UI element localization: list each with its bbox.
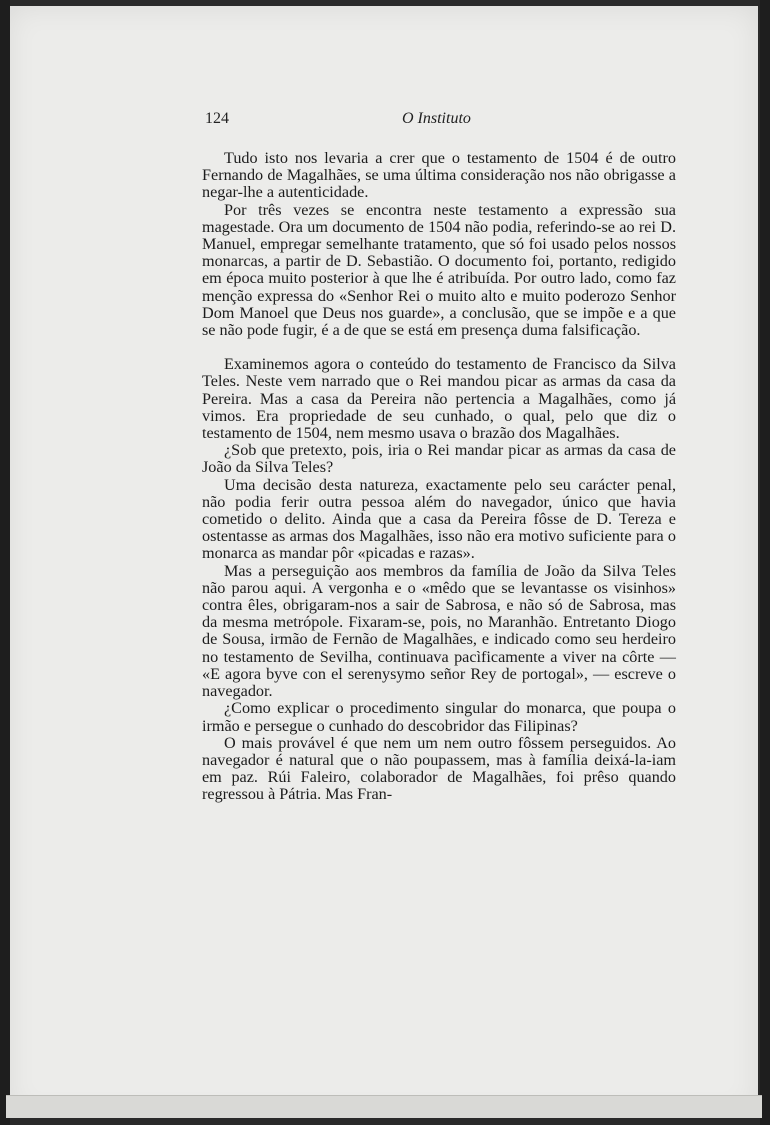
paragraph: Por três vezes se encontra neste testamento a expressão sua magestade. Ora um documento de 1504 não podia, referindo-se ao rei D. Manuel, empregar semelhante tratamento, que só foi usado pelos nossos monarcas, a partir de D. Sebastião. O documento foi, portanto, redigido em época muito posterior à que lhe é atribuída. Por outro lado, como faz menção expressa do «Senhor Rei o muito alto e muito poderozo Senhor Dom Manoel que Deus nos guarde», a conclusão, que se impõe e a que se não pode fugir, é a de que se está em presença duma falsificação. [202, 200, 676, 340]
paragraph: ¿Sob que pretexto, pois, iria o Rei mandar picar as armas da casa de João da Silva Teles? [202, 441, 676, 477]
running-title: O Instituto [402, 110, 471, 127]
page-header [205, 110, 675, 134]
paragraph: Mas a perseguição aos membros da família de João da Silva Teles não parou aqui. A vergonha e o «mêdo que se levantasse os visinhos» contra êles, obrigaram-nos a sair de Sabrosa, e não só de Sabrosa, mas da mesma metrópole. Fixaram-se, pois, no Maranhão. Entretanto Diogo de Sousa, irmão de Fernão de Magalhães, e indicado como seu herdeiro no testamento de Sevilha, continuava pacìficamente a viver na côrte — «E agora byve con el serenysymo señor Rey de portogal», — escreve o navegador. [202, 561, 676, 701]
scan-border-right [760, 0, 770, 1125]
paragraph: O mais provável é que nem um nem outro fôssem perseguidos. Ao navegador é natural que o não poupassem, mas à família deixá-la-iam em paz. Rúi Faleiro, colaborador de Magalhães, foi prêso quando regressou à Pátria. Mas Fran- [202, 733, 676, 804]
paragraph: ¿Como explicar o procedimento singular do monarca, que poupa o irmão e persegue o cunhado do descobridor das Filipinas? [202, 699, 676, 735]
paragraph: Uma decisão desta natureza, exactamente pelo seu carácter penal, não podia ferir outra pessoa além do navegador, único que havia cometido o delito. Ainda que a casa da Pereira fôsse de D. Tereza e ostentasse as armas dos Magalhães, isso não era motivo suficiente para o monarca as mandar pôr «picadas e razas». [202, 475, 676, 563]
paragraph: Tudo isto nos levaria a crer que o testamento de 1504 é de outro Fernando de Magalhães, se uma última consideração nos não obrigasse a negar-lhe a autenticidade. [202, 149, 676, 202]
page-number: 124 [205, 110, 229, 127]
paragraph: Examinemos agora o conteúdo do testamento de Francisco da Silva Teles. Neste vem narrado que o Rei mandou picar as armas da casa da Pereira. Mas a casa da Pereira não pertencia a Magalhães, como já vimos. Era propriedade de seu cunhado, o qual, pelo que diz o testamento de 1504, nem mesmo usava o brazão dos Magalhães. [202, 355, 676, 443]
body-text [202, 150, 676, 804]
